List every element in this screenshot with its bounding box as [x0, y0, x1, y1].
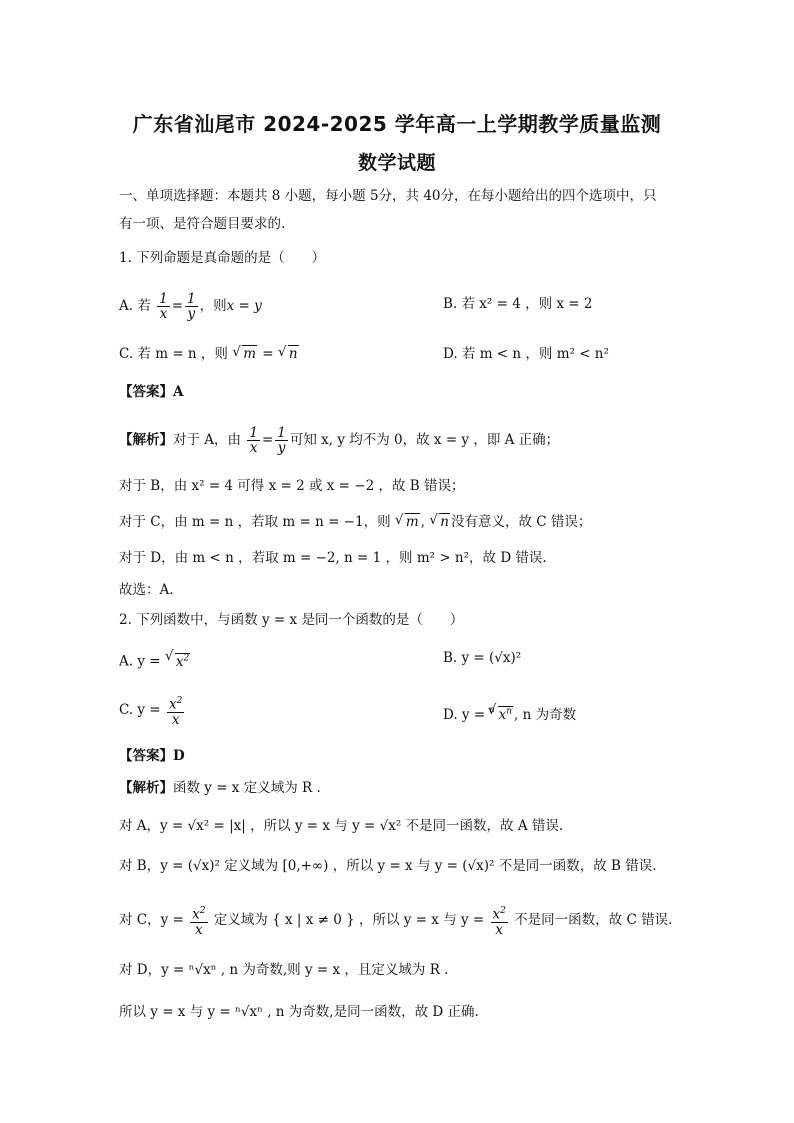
q2-analysis-c-part3: 不是同一函数，故 C 错误. [509, 911, 673, 928]
sqrt-n-2: √ n [430, 512, 450, 532]
q1-option-a: A. 若 $\frac{1}{x}$ = $\frac{1}{y}$ ，则x = y [119, 291, 262, 322]
q2-analysis-d: 对 D，y = ⁿ√xⁿ , n 为奇数,则 y = x ，且定义域为 R . [119, 962, 449, 978]
q1-option-c: C. 若 m = n ，则 √ m = √ n [119, 344, 300, 364]
q2-option-d [443, 700, 576, 725]
q1-analysis-c-part1: 对于 C，由 m = n ，若取 m = n = −1，则 [119, 514, 391, 530]
question-1-stem: 1. 下列命题是真命题的是（ ） [119, 250, 326, 266]
q2-analysis-b: 对 B，y = (√x)² 定义域为 [0,+∞) ，所以 y = x 与 y = (√x)² 不是同一函数，故 B 错误. [119, 858, 657, 874]
q2-option-a-label: A. y = [119, 653, 165, 670]
fraction-x2-over-x-3: $\frac{x^2}{x}$ [492, 906, 506, 938]
q2-option-d-head: D. y = [443, 707, 490, 723]
q2-analysis-a: 对 A，y = √x² = |x| ，所以 y = x 与 y = √x² 不是同一函数，故 A 错误. [119, 818, 564, 834]
sqrt-x-squared: √ $x^2$ [166, 648, 190, 672]
q1-analysis-a-part2: 可知 x, y 均不为 0，故 x = y ，即 A 正确； [289, 432, 560, 448]
q2-analysis-intro [119, 778, 321, 798]
q2-analysis-label: 【解析】 [119, 780, 173, 796]
q1-option-a-tail: x = y [226, 298, 262, 314]
fraction-1-over-y-2: $\frac{1}{y}$ [277, 425, 286, 456]
q2-analysis-intro-text: 函数 y = x 定义域为 R . [173, 780, 321, 796]
sqrt-m-2: √ m [396, 512, 420, 532]
q2-analysis-c [119, 904, 672, 937]
q1-analysis-c: 对于 C，由 m = n ，若取 m = n = −1，则 √ m , √ n 没有意义，故 C 错误； [119, 512, 591, 532]
fraction-x2-over-x-2: $\frac{x^2}{x}$ [192, 906, 206, 938]
sqrt-n: √ n [279, 344, 299, 364]
q2-conclusion: 所以 y = x 与 y = ⁿ√xⁿ , n 为奇数,是同一函数，故 D 正确. [119, 1004, 479, 1020]
sqrt-m: √ m [233, 344, 257, 364]
q1-option-b: B. 若 x² = 4 ，则 x = 2 [443, 296, 593, 312]
q1-choice: 故选：A. [119, 582, 174, 598]
question-2-stem: 2. 下列函数中，与函数 y = x 是同一个函数的是（ ） [119, 612, 464, 628]
root-index-n: n [489, 705, 495, 714]
section-instructions-line2: 有一项、是符合题目要求的. [119, 216, 286, 232]
q2-option-a [119, 648, 191, 672]
q1-option-c-head: C. 若 m = n ，则 [119, 346, 228, 362]
fraction-1-over-y: $\frac{1}{y}$ [187, 291, 196, 322]
exam-title: 广东省汕尾市 2024-2025 学年高一上学期教学质量监测 [132, 112, 662, 136]
q2-analysis-c-part1: 对 C，y = [119, 911, 189, 928]
section-instructions-line1: 一、单项选择题：本题共 8 小题，每小题 5分，共 40分，在每小题给出的四个选项中，只 [119, 188, 657, 204]
q2-analysis-c-part2: 定义域为 { x | x ≠ 0 } ，所以 y = x 与 y = [209, 911, 489, 928]
q1-analysis-a-part1: 对于 A，由 [173, 432, 242, 448]
q1-answer: 【答案】A [119, 384, 184, 400]
nth-root-x-n: √ $x^n$ [489, 702, 513, 726]
q1-option-a-mid: ，则 [199, 298, 227, 314]
q2-option-c [119, 694, 186, 727]
fraction-x2-over-x: $\frac{x^2}{x}$ [168, 696, 183, 728]
exam-subtitle: 数学试题 [357, 152, 436, 174]
q1-analysis-c-part2: 没有意义，故 C 错误； [450, 514, 592, 530]
q1-option-a-label: A. 若 [119, 298, 151, 314]
q1-analysis-b: 对于 B，由 x² = 4 可得 x = 2 或 x = −2 ，故 B 错误； [119, 478, 465, 494]
q1-option-d: D. 若 m < n ，则 m² < n² [443, 346, 609, 362]
q2-option-d-tail: , n 为奇数 [514, 707, 577, 723]
q1-analysis-a: 【解析】对于 A，由 $\frac{1}{x}$ = $\frac{1}{y}$ 可知 x, y 均不为 0，故 x = y ，即 A 正确； [119, 425, 560, 456]
q2-option-c-label: C. y = [119, 701, 165, 718]
q1-analysis-d: 对于 D，由 m < n ，若取 m = −2, n = 1 ，则 m² > n²，故 D 错误. [119, 550, 547, 566]
q2-option-b: B. y = (√x)² [443, 650, 522, 666]
fraction-1-over-x-2: $\frac{1}{x}$ [249, 425, 258, 456]
fraction-1-over-x: $\frac{1}{x}$ [159, 291, 168, 322]
q1-analysis-label: 【解析】 [119, 432, 173, 448]
q2-answer: 【答案】D [119, 748, 185, 764]
